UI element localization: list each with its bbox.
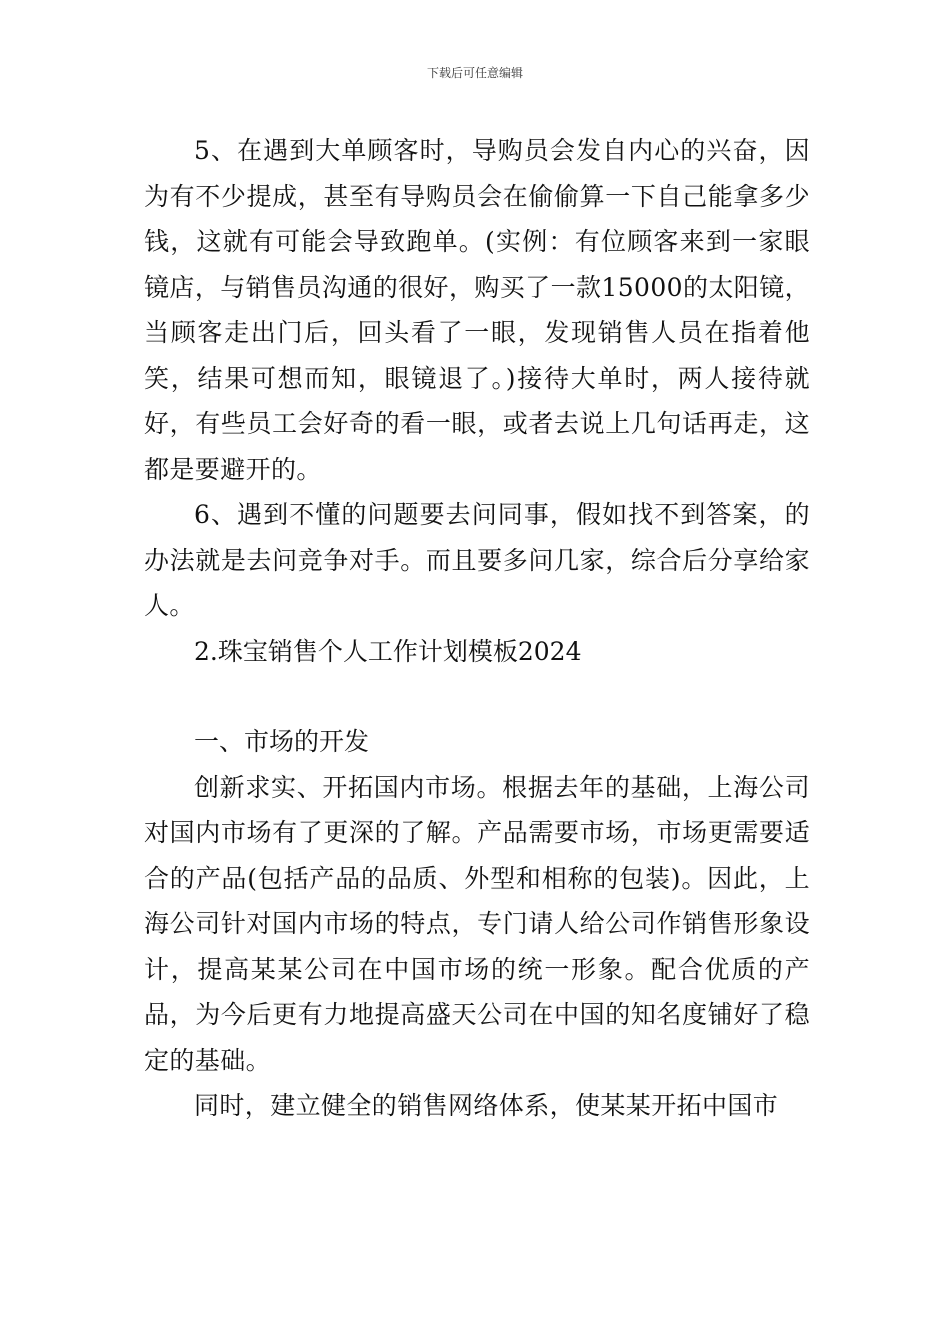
- paragraph-item-6: 6、遇到不懂的问题要去问同事，假如找不到答案，的办法就是去问竞争对手。而且要多问几家，综合后分享给家人。: [144, 500, 810, 620]
- page-header: 下载后可任意编辑: [426, 66, 523, 80]
- section-title: 2.珠宝销售个人工作计划模板2024: [194, 636, 582, 666]
- document-body: [144, 128, 810, 1129]
- blank-line: [144, 674, 810, 719]
- paragraph-network: 同时，建立健全的销售网络体系，使某某开拓中国市: [194, 1091, 779, 1120]
- paragraph-item-5: 5、在遇到大单顾客时，导购员会发自内心的兴奋，因为有不少提成，甚至有导购员会在偷偷算一下自己能拿多少钱，这就有可能会导致跑单。(实例：有位顾客来到一家眼镜店，与销售员沟通的很好，购买了一款15000的太阳镜，当顾客走出门后，回头看了一眼，发现销售人员在指着他笑，结果可想而知，眼镜退了。)接待大单时，两人接待就好，有些员工会好奇的看一眼，或者去说上几句话再走，这都是要避开的。: [144, 136, 810, 484]
- subsection-title: 一、市场的开发: [194, 727, 370, 756]
- paragraph-market: 创新求实、开拓国内市场。根据去年的基础，上海公司对国内市场有了更深的了解。产品需要市场，市场更需要适合的产品(包括产品的品质、外型和相称的包装)。因此，上海公司针对国内市场的特点，专门请人给公司作销售形象设计，提高某某公司在中国市场的统一形象。配合优质的产品，为今后更有力地提高盛天公司在中国的知名度铺好了稳定的基础。: [144, 772, 810, 1075]
